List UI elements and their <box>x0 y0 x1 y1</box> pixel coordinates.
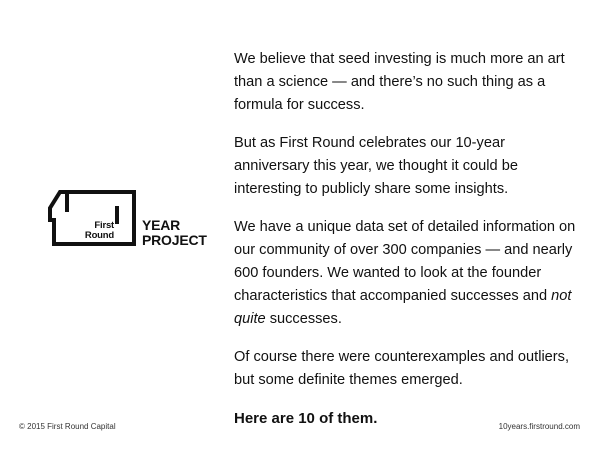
paragraph-3-text: We have a unique data set of detailed information on our community of over 300 companies — and nearly 600 founders. We wanted to look at the founder characteristics that accompanied successes and <box>234 219 576 304</box>
logo-year-project <box>142 218 207 248</box>
paragraph-3 <box>234 216 579 331</box>
ten-outline-icon <box>46 190 138 250</box>
paragraph-2: But as First Round celebrates our 10-year anniversary this year, we thought it could be interesting to publicly share some insights. <box>234 135 518 197</box>
logo-round-text: Round <box>84 230 114 241</box>
paragraph-3-end: successes. <box>265 311 342 327</box>
logo-first-round <box>72 221 114 241</box>
logo-project-text: PROJECT <box>142 232 207 248</box>
paragraph-4: Of course there were counterexamples and outliers, but some definite themes emerged. <box>234 349 570 388</box>
logo-year-text: YEAR <box>142 217 181 233</box>
logo-first-text: First <box>94 220 114 231</box>
footer-copyright: © 2015 First Round Capital <box>19 422 116 431</box>
paragraph-1: We believe that seed investing is much more an art than a science — and there’s no such thing as a formula for success. <box>234 51 565 113</box>
intro-text <box>234 48 579 445</box>
footer-url: 10years.firstround.com <box>498 422 580 431</box>
closing-statement: Here are 10 of them. <box>234 410 378 427</box>
paragraph-3-emphasis: not quite <box>234 288 572 327</box>
ten-year-project-logo <box>46 190 206 250</box>
